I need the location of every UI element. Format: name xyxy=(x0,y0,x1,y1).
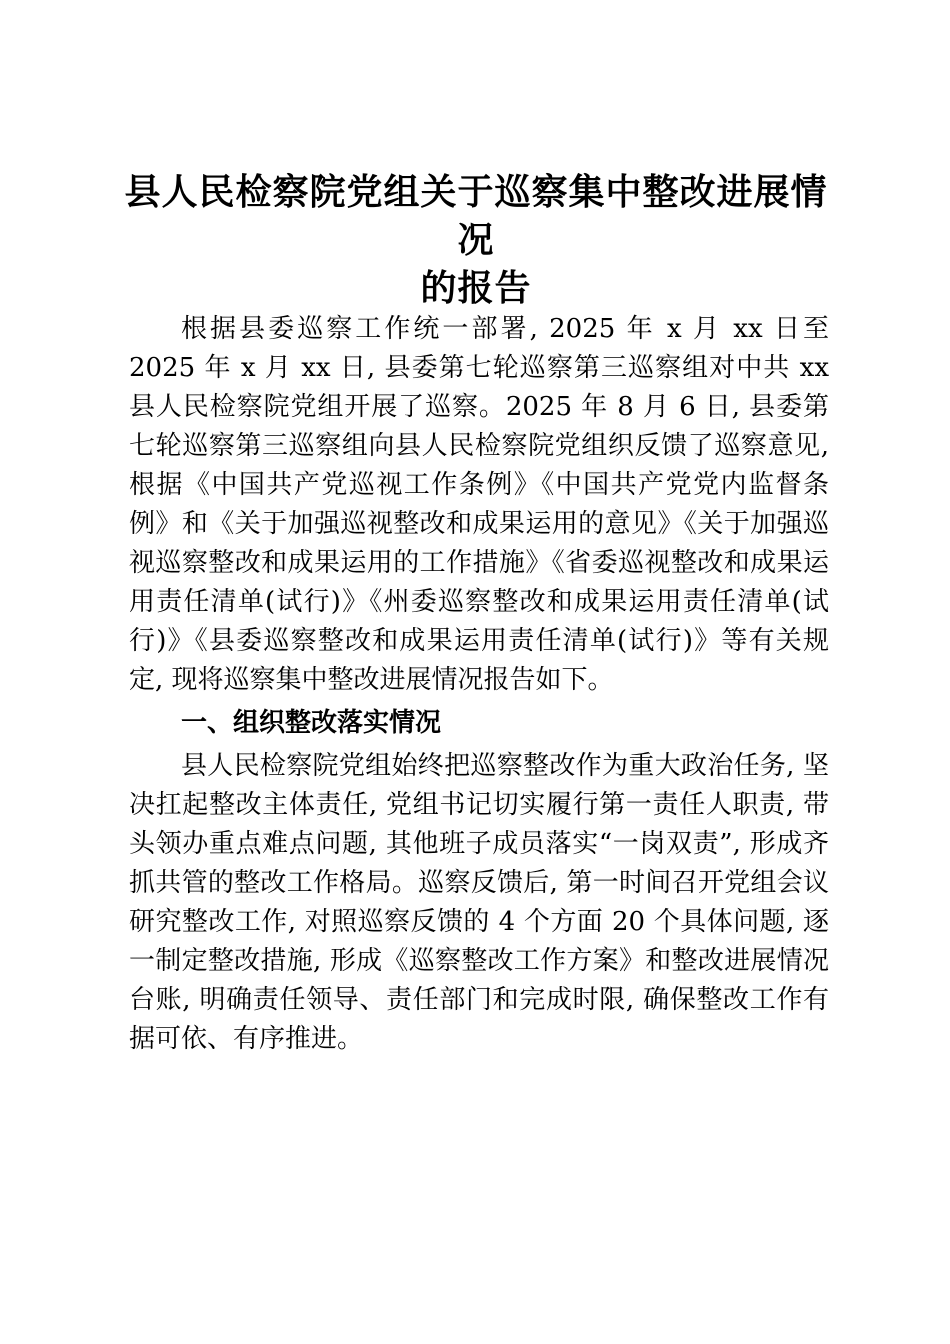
section-heading-1: 一、组织整改落实情况 xyxy=(181,708,442,738)
intro-paragraph: 根据县委巡察工作统一部署, 2025 年 x 月 xx 日至 2025 年 x 月 xx 日, 县委第七轮巡察第三巡察组对中共 xx 县人民检察院党组开展了巡察。2025 年 8 月 6 日, 县委第七轮巡察第三巡察组向县人民检察院党组织反馈了巡察意见, 根据《中国共产党巡视工作条例》《中国共产党党内监督条例》和《关于加强巡视整改和成果运用的意见》《关于加强巡视巡察整改和成果运用的工作措施》《省委巡视整改和成果运用责任清单(试行)》《州委巡察整改和成果运用责任清单(试行)》《县委巡察整改和成果运用责任清单(试行)》等有关规定, 现将巡察集中整改进展情况报告如下。 xyxy=(129,314,829,695)
title-line-2: 的报告 xyxy=(420,267,532,309)
document-title xyxy=(120,168,832,312)
section-1-paragraph: 县人民检察院党组始终把巡察整改作为重大政治任务, 坚决扛起整改主体责任, 党组书记切实履行第一责任人职责, 带头领办重点难点问题, 其他班子成员落实“一岗双责”, 形成齐抓共管的整改工作格局。巡察反馈后, 第一时间召开党组会议研究整改工作, 对照巡察反馈的 4 个方面 20 个具体问题, 逐一制定整改措施, 形成《巡察整改工作方案》和整改进展情况台账, 明确责任领导、责任部门和完成时限, 确保整改工作有据可依、有序推进。 xyxy=(129,751,829,1054)
document-body xyxy=(129,310,829,1059)
title-line-1: 县人民检察院党组关于巡察集中整改进展情况 xyxy=(124,171,828,261)
